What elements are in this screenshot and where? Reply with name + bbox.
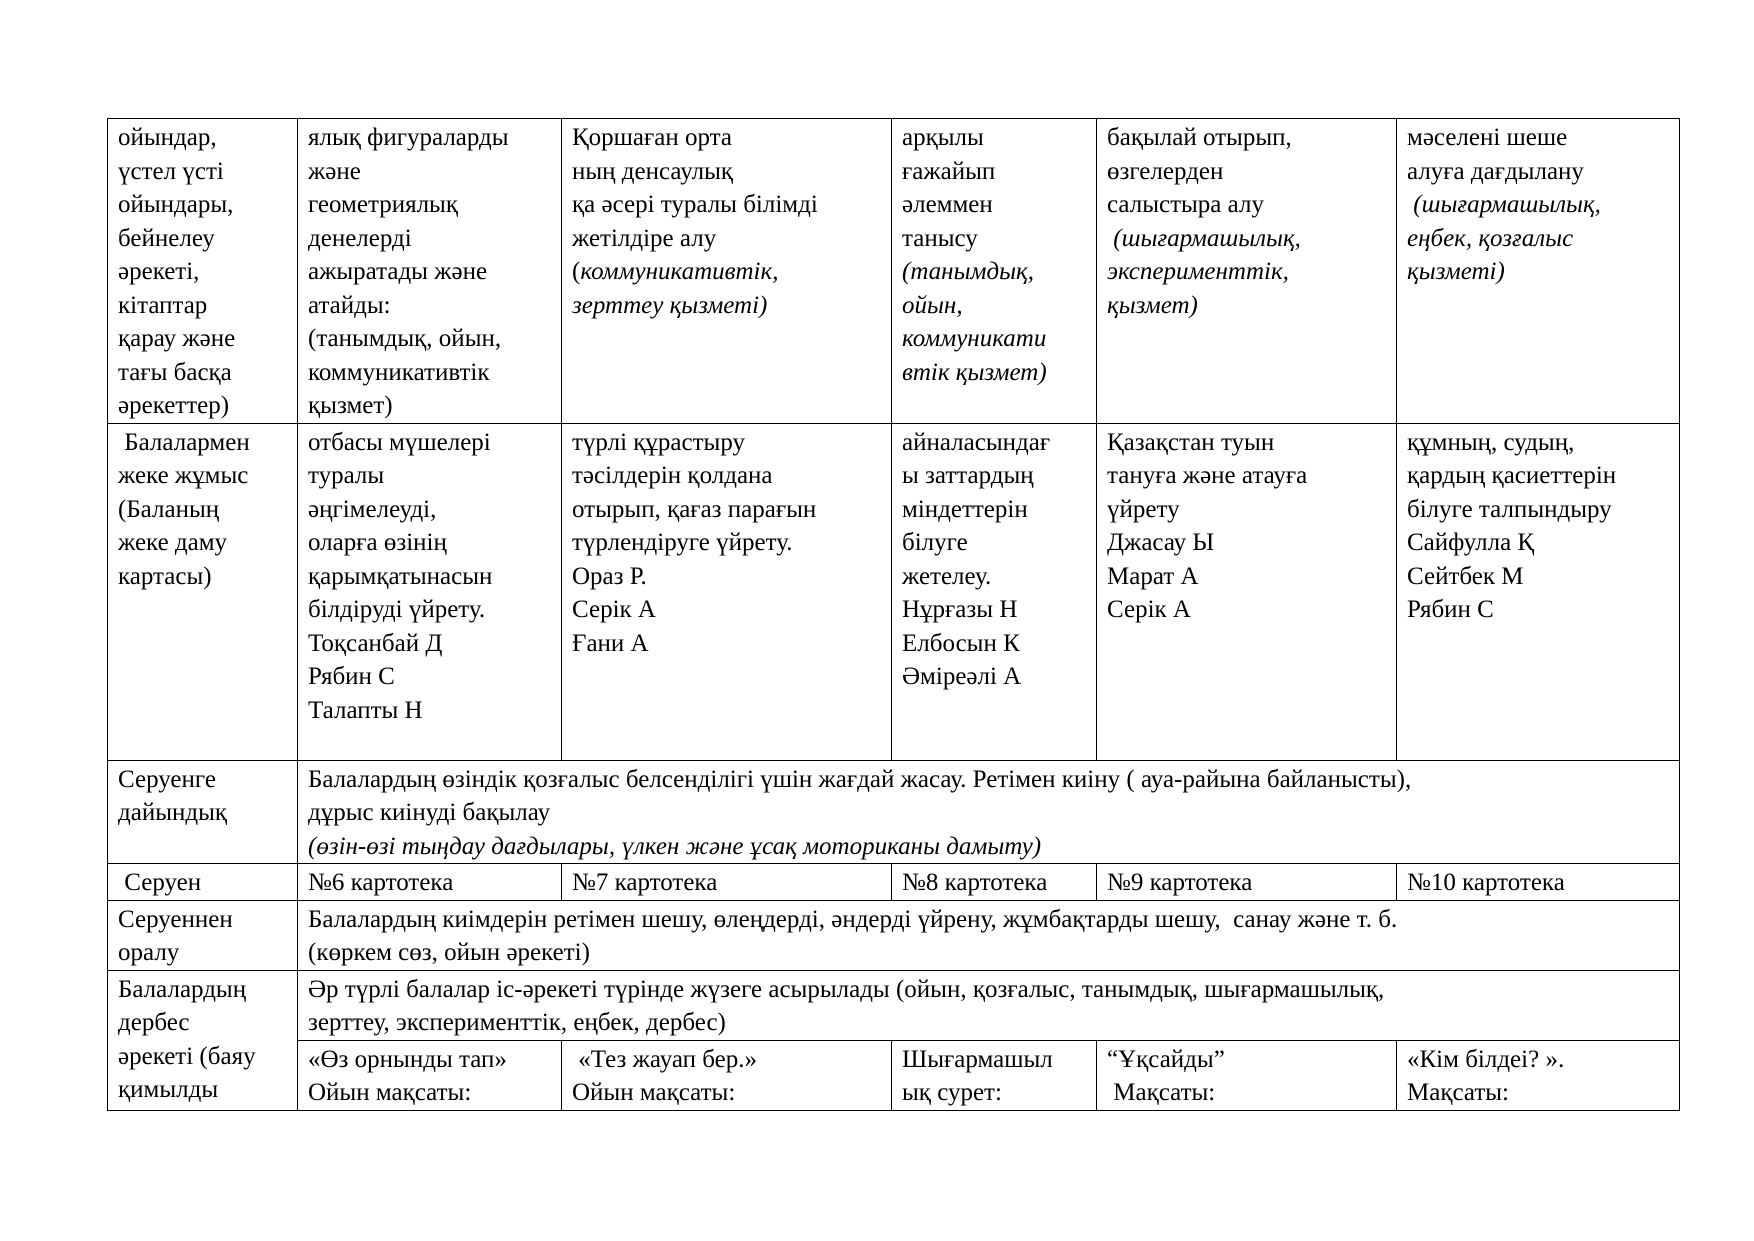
text-line: коммуникативтік — [308, 358, 490, 386]
text-line: әрекеті, — [118, 258, 200, 285]
text-line: Балалардың өзіндік қозғалыс белсенділігі үшін жағдай жасау. Ретімен киіну ( ауа-райына байланысты), — [308, 765, 1412, 793]
individual-work-row — [108, 423, 1680, 760]
text-line: ның денсаулық — [572, 157, 734, 185]
activity-type: (өзін-өзі тыңдау дағдылары, үлкен және ұсақ моториканы дамыту) — [308, 832, 1042, 860]
cell — [562, 1040, 892, 1110]
text-line: құмның, судың, — [1407, 428, 1575, 456]
merged-cell — [298, 760, 1680, 864]
card-ref: №9 картотека — [1107, 869, 1253, 896]
child-name: Серік А — [1107, 596, 1191, 623]
cell — [892, 119, 1097, 424]
text-line: жеке жұмыс — [118, 462, 249, 489]
text-line: картасы) — [118, 562, 212, 590]
cell — [1397, 423, 1680, 760]
text-line: түрлендіруге үйрету. — [572, 529, 793, 556]
card-ref: №7 картотека — [572, 869, 718, 896]
text-line: атайды: — [308, 291, 391, 319]
text-line: отырып, қағаз парағын — [572, 495, 817, 523]
merged-cell — [298, 900, 1680, 970]
text-line: Балалардың киімдерін ретімен шешу, өлеңдерді, әндерді үйрену, жұмбақтарды шешу, санау және т. б. — [308, 905, 1398, 933]
game-title: «Өз орнынды тап» — [308, 1045, 507, 1073]
text-line: танысу — [902, 224, 978, 252]
text-line: бейнелеу — [118, 224, 215, 252]
child-name: Талапты Н — [308, 696, 423, 724]
text-line: ялық фигураларды — [308, 124, 509, 151]
text-line: Балалардың — [118, 975, 247, 1003]
text-line — [572, 255, 881, 289]
text-line: (танымдық, ойын, — [308, 325, 502, 352]
text-line: денелерді — [308, 224, 412, 252]
text-line: міндеттерін — [902, 495, 1028, 523]
text-line: (көркем сөз, ойын әрекеті) — [308, 939, 590, 966]
child-name: Ораз Р. — [572, 562, 647, 590]
text-line: ойындар, — [118, 124, 217, 151]
text-line: Серуенге — [118, 765, 216, 793]
text-line: жетілдіре алу — [572, 224, 717, 252]
text-line: Серуеннен — [118, 905, 233, 933]
text-line: зерттеу, эксперименттік, еңбек, дербес) — [308, 1009, 726, 1036]
text-line: ажыратады және — [308, 258, 488, 285]
text-line: жеке даму — [118, 529, 228, 556]
cell — [1097, 1040, 1397, 1110]
text-line: геометриялық — [308, 191, 458, 218]
activity-type: втік қызмет) — [902, 358, 1047, 386]
text-line: үйрету — [1107, 495, 1180, 523]
activity-type: коммуникативтік, — [580, 258, 779, 285]
text-line: Әр түрлі балалар іс-әрекеті түрінде жүзеге асырылады (ойын, қозғалыс, танымдық, шығармашылық, — [308, 975, 1385, 1003]
text-line: мәселені шеше — [1407, 124, 1568, 151]
paren: ( — [572, 258, 581, 285]
daily-plan-table — [107, 118, 1680, 1111]
activity-type: (танымдық, — [902, 258, 1034, 285]
text-line: ойындары, — [118, 191, 234, 218]
text-line: салыстыра алу — [1107, 191, 1264, 218]
cell — [562, 423, 892, 760]
walk-row — [108, 864, 1680, 901]
return-from-walk-row — [108, 900, 1680, 970]
text-line: бақылай отырып, — [1107, 124, 1292, 151]
text-line: қимылды — [118, 1076, 219, 1103]
text-line: дұрыс киінуді бақылау — [308, 799, 551, 826]
text-line: Серуен — [118, 869, 202, 896]
activity-type: зерттеу қызметі) — [572, 291, 768, 319]
text-line: дербес — [118, 1009, 190, 1036]
activity-type: қызметі) — [1407, 258, 1505, 285]
cell — [108, 119, 298, 424]
row-label — [108, 423, 298, 760]
cell — [298, 423, 562, 760]
activity-type: (шығармашылық, — [1407, 191, 1601, 218]
text-line: ық сурет: — [902, 1079, 1002, 1106]
cell — [1097, 423, 1397, 760]
walk-preparation-row — [108, 760, 1680, 864]
text-line: қарымқатынасын — [308, 562, 493, 590]
text-line: (Баланың — [118, 495, 220, 523]
text-line: жетелеу. — [902, 562, 992, 590]
text-line: және — [308, 157, 361, 185]
cell — [298, 119, 562, 424]
text-line: қызмет) — [308, 392, 393, 419]
text-line: білдіруді үйрету. — [308, 596, 486, 623]
text-line: Қазақстан туын — [1107, 428, 1275, 456]
text-line: Балалармен — [118, 428, 250, 456]
child-name: Нұрғазы Н — [902, 596, 1018, 623]
cell — [892, 423, 1097, 760]
text-line: Мақсаты: — [1107, 1079, 1216, 1106]
independent-activity-row — [108, 970, 1680, 1040]
cell — [562, 119, 892, 424]
text-line: өзгелерден — [1107, 157, 1224, 185]
text-line: әлеммен — [902, 191, 993, 218]
games-row — [108, 1040, 1680, 1110]
row-label — [108, 760, 298, 864]
child-name: Серік А — [572, 596, 656, 623]
text-line: отбасы мүшелері — [308, 428, 491, 456]
child-name: Сейтбек М — [1407, 562, 1524, 590]
activity-type: коммуникати — [902, 325, 1047, 352]
text-line: туралы — [308, 462, 385, 489]
activity-type: ойын, — [902, 291, 963, 319]
game-title: “Ұқсайды” — [1107, 1045, 1225, 1073]
activities-row — [108, 119, 1680, 424]
child-name: Сайфулла Қ — [1407, 529, 1535, 556]
child-name: Елбосын К — [902, 629, 1020, 657]
text-line: тәсілдерін қолдана — [572, 462, 773, 489]
activity-type: еңбек, қозғалыс — [1407, 224, 1574, 252]
text-line: арқылы — [902, 124, 984, 151]
child-name: Марат А — [1107, 562, 1199, 590]
game-title: Шығармашыл — [902, 1045, 1053, 1073]
text-line: Қоршаған орта — [572, 124, 732, 151]
text-line: Ойын мақсаты: — [572, 1079, 736, 1106]
card-ref: №8 картотека — [902, 869, 1048, 896]
cell — [892, 864, 1097, 901]
card-ref: №6 картотека — [308, 869, 454, 896]
text-line: тануға және атауға — [1107, 462, 1308, 489]
cell — [1397, 119, 1680, 424]
cell — [1397, 1040, 1680, 1110]
row-label — [108, 864, 298, 901]
text-line: үстел үсті — [118, 157, 224, 185]
cell — [1397, 864, 1680, 901]
text-line: әңгімелеуді, — [308, 495, 437, 523]
text-line: әрекеттер) — [118, 392, 230, 419]
text-line: қарау және — [118, 325, 236, 352]
text-line: білуге талпындыру — [1407, 495, 1612, 523]
merged-cell — [298, 970, 1680, 1040]
child-name: Рябин С — [308, 663, 395, 690]
child-name: Рябин С — [1407, 596, 1494, 623]
child-name: Әміреәлі А — [902, 663, 1022, 690]
cell — [892, 1040, 1097, 1110]
game-title: «Кім білдеі? ». — [1407, 1045, 1565, 1073]
cell — [298, 864, 562, 901]
cell — [1097, 119, 1397, 424]
text-line: оралу — [118, 939, 180, 966]
text-line: әрекеті (баяу — [118, 1042, 256, 1070]
activity-type: қызмет) — [1107, 291, 1198, 319]
text-line: қардың қасиеттерін — [1407, 462, 1617, 489]
text-line: Мақсаты: — [1407, 1079, 1509, 1106]
cell — [298, 1040, 562, 1110]
text-line: айналасындағ — [902, 428, 1051, 456]
child-name: Ғани А — [572, 629, 649, 657]
text-line: алуға дағдылану — [1407, 157, 1584, 185]
text-line: ы заттардың — [902, 462, 1034, 489]
activity-type: эксперименттік, — [1107, 258, 1289, 285]
row-label — [108, 970, 298, 1110]
text-line: түрлі құрастыру — [572, 428, 745, 456]
row-label — [108, 900, 298, 970]
card-ref: №10 картотека — [1407, 869, 1565, 896]
game-title: «Тез жауап бер.» — [572, 1045, 757, 1073]
activity-type: (шығармашылық, — [1107, 224, 1301, 252]
cell — [1097, 864, 1397, 901]
child-name: Джасау Ы — [1107, 529, 1215, 556]
cell — [562, 864, 892, 901]
text-line: дайындық — [118, 799, 228, 826]
text-line: тағы басқа — [118, 358, 232, 386]
text-line: білуге — [902, 529, 968, 556]
text-line: оларға өзінің — [308, 529, 447, 556]
text-line: ғажайып — [902, 157, 996, 185]
text-line: қа әсері туралы білімді — [572, 191, 818, 218]
text-line: Ойын мақсаты: — [308, 1079, 472, 1106]
child-name: Тоқсанбай Д — [308, 629, 443, 657]
text-line: кітаптар — [118, 291, 208, 319]
